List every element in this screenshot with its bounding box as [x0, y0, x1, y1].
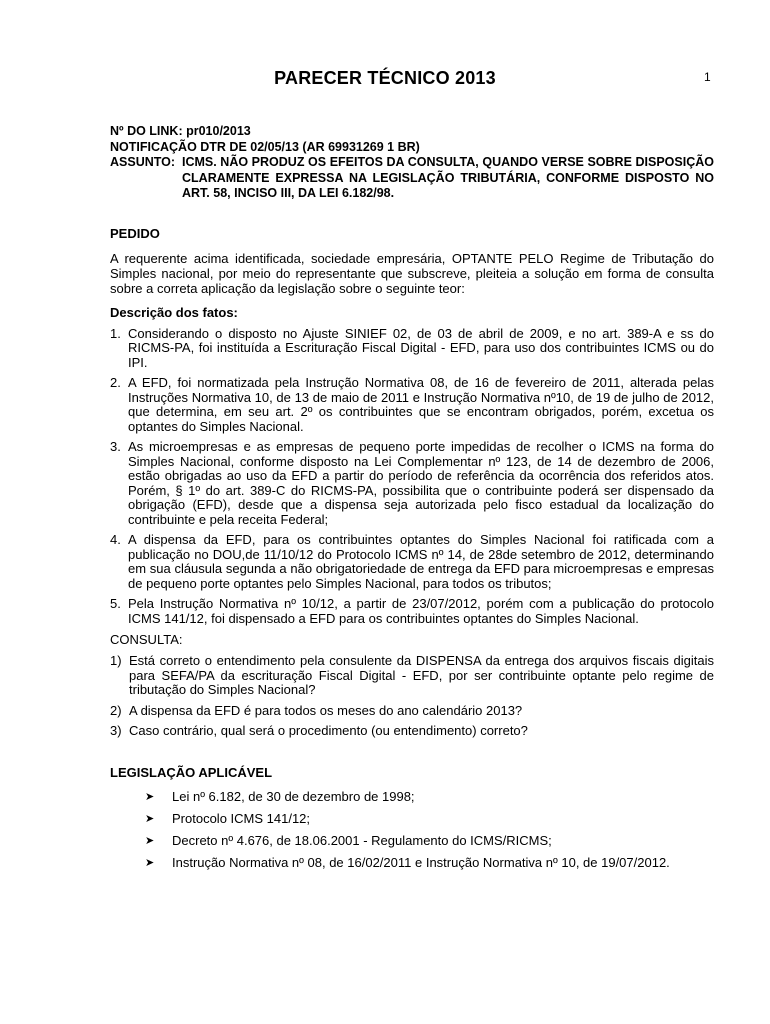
fact-number: 4. — [110, 532, 121, 547]
link-number: Nº DO LINK: pr010/2013 — [110, 124, 251, 138]
fact-item — [110, 440, 714, 527]
question-number: 1) — [110, 653, 122, 668]
fact-item — [110, 597, 714, 626]
legislation-item — [145, 852, 714, 874]
fact-text: A dispensa da EFD, para os contribuintes optantes do Simples Nacional foi ratificada com a publicação no DOU,de 11/10/12 do Protocolo ICMS nº 14, de 28de setembro de 2012, determinando em sua cláusula segunda a não obrigatoriedade de entrega da EFD para microempresas e empresas de pequeno porte optantes pelo Simples Nacional, para todos os tributos; — [128, 532, 714, 591]
subject-text: ICMS. NÃO PRODUZ OS EFEITOS DA CONSULTA, QUANDO VERSE SOBRE DISPOSIÇÃO CLARAMENTE EXPRESSA NA LEGISLAÇÃO TRIBUTÁRIA, CONFORME DISPOSTO NO ART. 58, INCISO III, DA LEI 6.182/98. — [182, 155, 714, 200]
legislation-list — [110, 786, 714, 874]
fact-item — [110, 376, 714, 434]
fact-number: 1. — [110, 325, 121, 341]
fact-number: 5. — [110, 596, 121, 611]
fact-item — [110, 327, 714, 371]
question-text: Caso contrário, qual será o procedimento (ou entendimento) correto? — [129, 723, 528, 738]
fact-text: A EFD, foi normatizada pela Instrução Normativa 08, de 16 de fevereiro de 2011, alterada pelas Instruções Normativa 10, de 13 de maio de 2011 e Instrução Normativa nº10, de 19 de julho de 2012, que determina, em seu art. 2º os contribuintes que se encontram obrigados, porém, excetua os optantes do Simples Nacional. — [128, 375, 714, 434]
legislation-heading: LEGISLAÇÃO APLICÁVEL — [110, 764, 273, 780]
facts-list — [110, 327, 714, 627]
pedido-heading: PEDIDO — [110, 225, 160, 241]
subject-label: ASSUNTO: — [110, 155, 176, 169]
pedido-intro: A requerente acima identificada, sociedade empresária, OPTANTE PELO Regime de Tributação do Simples nacional, por meio do representante que subscreve, pleiteia a solução em forma de consulta sobre a correta aplicação da legislação sobre o seguinte teor: — [110, 250, 714, 296]
consulta-heading: CONSULTA: — [110, 632, 183, 647]
legislation-item — [145, 786, 714, 808]
legislation-text: Instrução Normativa nº 08, de 16/02/2011 e Instrução Normativa nº 10, de 19/07/2012. — [172, 854, 670, 870]
page-number: 1 — [704, 70, 711, 84]
document-body — [110, 123, 714, 874]
questions-list — [110, 654, 714, 739]
question-number: 2) — [110, 702, 122, 718]
question-item — [110, 724, 714, 739]
question-item — [110, 704, 714, 719]
legislation-item — [145, 830, 714, 852]
arrowhead-bullet-icon: ➤ — [145, 856, 155, 869]
question-text: A dispensa da EFD é para todos os meses do ano calendário 2013? — [129, 702, 523, 718]
fact-number: 2. — [110, 375, 121, 390]
arrowhead-bullet-icon: ➤ — [145, 812, 155, 825]
question-text: Está correto o entendimento pela consulente da DISPENSA da entrega dos arquivos fiscais digitais para SEFA/PA da escrituração Fiscal Digital - EFD, por ser contribuinte optante pelo regime de tributação do Simples Nacional? — [129, 653, 714, 697]
legislation-text: Protocolo ICMS 141/12; — [172, 810, 311, 826]
question-item — [110, 654, 714, 698]
arrowhead-bullet-icon: ➤ — [145, 790, 155, 803]
fact-item — [110, 533, 714, 591]
arrowhead-bullet-icon: ➤ — [145, 834, 155, 847]
question-number: 3) — [110, 723, 122, 738]
fact-number: 3. — [110, 439, 121, 454]
subject-block — [110, 155, 714, 202]
document-title: PARECER TÉCNICO 2013 — [274, 68, 496, 88]
legislation-text: Lei nº 6.182, de 30 de dezembro de 1998; — [172, 788, 415, 804]
fact-text: Considerando o disposto no Ajuste SINIEF 02, de 03 de abril de 2009, e no art. 389-A e ss do RICMS-PA, foi instituída a Escrituração Fiscal Digital - EFD, para uso dos contribuintes ICMS ou do IPI. — [128, 325, 714, 370]
legislation-text: Decreto nº 4.676, de 18.06.2001 - Regulamento do ICMS/RICMS; — [172, 832, 552, 848]
fact-text: As microempresas e as empresas de pequeno porte impedidas de recolher o ICMS na forma do Simples Nacional, conforme disposto na Lei Complementar nº 123, de 14 de dezembro de 2006, estão obrigadas ao uso da EFD a partir do período de referência da ocorrência dos referidos atos. Porém, § 1º do art. 389-C do RICMS-PA, possibilita que o contribuinte poderá ser dispensado da obrigação (EFD), desde que a dispensa seja autorizada pelo fisco estadual da localização do contribuinte e pela receita Federal; — [128, 439, 714, 527]
facts-heading: Descrição dos fatos: — [110, 304, 238, 320]
fact-text: Pela Instrução Normativa nº 10/12, a partir de 23/07/2012, porém com a publicação do protocolo ICMS 141/12, foi dispensado a EFD para os contribuintes optantes do Simples Nacional. — [128, 596, 714, 626]
notification-line: NOTIFICAÇÃO DTR DE 02/05/13 (AR 69931269 1 BR) — [110, 140, 420, 154]
legislation-item — [145, 808, 714, 830]
